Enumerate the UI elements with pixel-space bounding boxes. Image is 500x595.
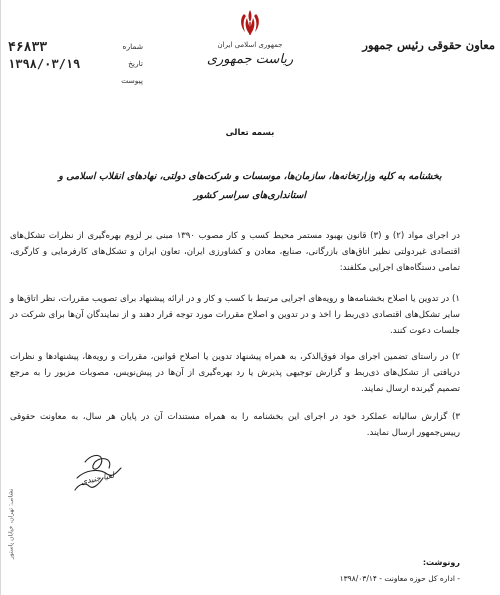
office-name: ریاست جمهوری xyxy=(206,52,294,67)
date-label: تاریخ xyxy=(128,59,143,68)
government-name: جمهوری اسلامی ایران xyxy=(217,41,283,49)
body-item-1: ۱) در تدوین یا اصلاح بخشنامه‌ها و رویه‌های اجرایی مرتبط با کسب و کار و در ارائه پیشنهاد برای تصویب مقررات، نظر اتاق‌ها و سایر تشکل‌های اقتصادی ذی‌ربط را اخذ و در تدوین و اصلاح مقررات مورد توجه قرار دهند و از نمایندگان آن‌ها برای شرکت در جلسات دعوت کنند. xyxy=(10,294,460,336)
body-intro: در اجرای مواد (۲) و (۳) قانون بهبود مستمر محیط کسب و کار مصوب ۱۳۹۰ مبنی بر لزوم بهره‌گیری از نظرات تشکل‌های اقتصادی غیردولتی نظیر اتاق‌های بازرگانی، صنایع، معادن و کشاورزی ایران، تعاون ایران و تشکل‌های کارفرمایی و کارگری، تمامی دستگاه‌های اجرایی مکلفند: xyxy=(10,231,460,273)
letter-date-row xyxy=(8,59,143,73)
addressee-heading xyxy=(40,167,460,205)
letter-attachment-row xyxy=(8,76,143,90)
cc-line: - اداره کل حوزه معاونت - ۱۳۹۸/۰۳/۱۴ xyxy=(339,574,460,583)
body-item-3: ۳) گزارش سالیانه عملکرد خود در اجرای این بخشنامه را به همراه مستندات آن در پایان هر سال، به معاونت حقوقی رییس‌جمهور ارسال نمایند. xyxy=(10,412,460,438)
attachment-label: پیوست xyxy=(121,76,143,85)
number-value: ۴۶۸۳۳ xyxy=(8,40,48,55)
number-label: شماره xyxy=(122,42,143,51)
letter-number-row xyxy=(8,42,143,56)
addressee-line-2: استانداری‌های سراسر کشور xyxy=(193,190,307,201)
vertical-footer-address: نشانی: تهران، خیابان پاستور xyxy=(7,488,15,560)
body-item-2: ۲) در راستای تضمین اجرای مواد فوق‌الذکر، به همراه پیشنهاد تدوین یا اصلاح قوانین، مقررات و رویه‌ها، پیشنهادها و نظرات دریافتی از تشکل‌های ذی‌ربط و گزارش توجیهی پذیرش یا رد بهره‌گیری از آن‌ها در پیش‌نویس، مصوبات مزبور را به مرجع تصمیم گیرنده ارسال نمایند. xyxy=(10,352,460,394)
cc-label: رونوشت: xyxy=(422,558,460,567)
iran-emblem-icon xyxy=(236,8,264,38)
date-value: ۱۳۹۸/۰۳/۱۹ xyxy=(8,57,81,71)
basmala: بسمه تعالی xyxy=(225,128,275,138)
signer-name: لعیا جنیدی xyxy=(79,470,116,487)
sender-title: معاون حقوقی رئیس جمهور xyxy=(362,38,495,52)
addressee-line-1: بخشنامه به کلیه وزارتخانه‌ها، سازمان‌ها، موسسات و شرکت‌های دولتی، نهادهای انقلاب اسلامی و xyxy=(58,171,442,182)
